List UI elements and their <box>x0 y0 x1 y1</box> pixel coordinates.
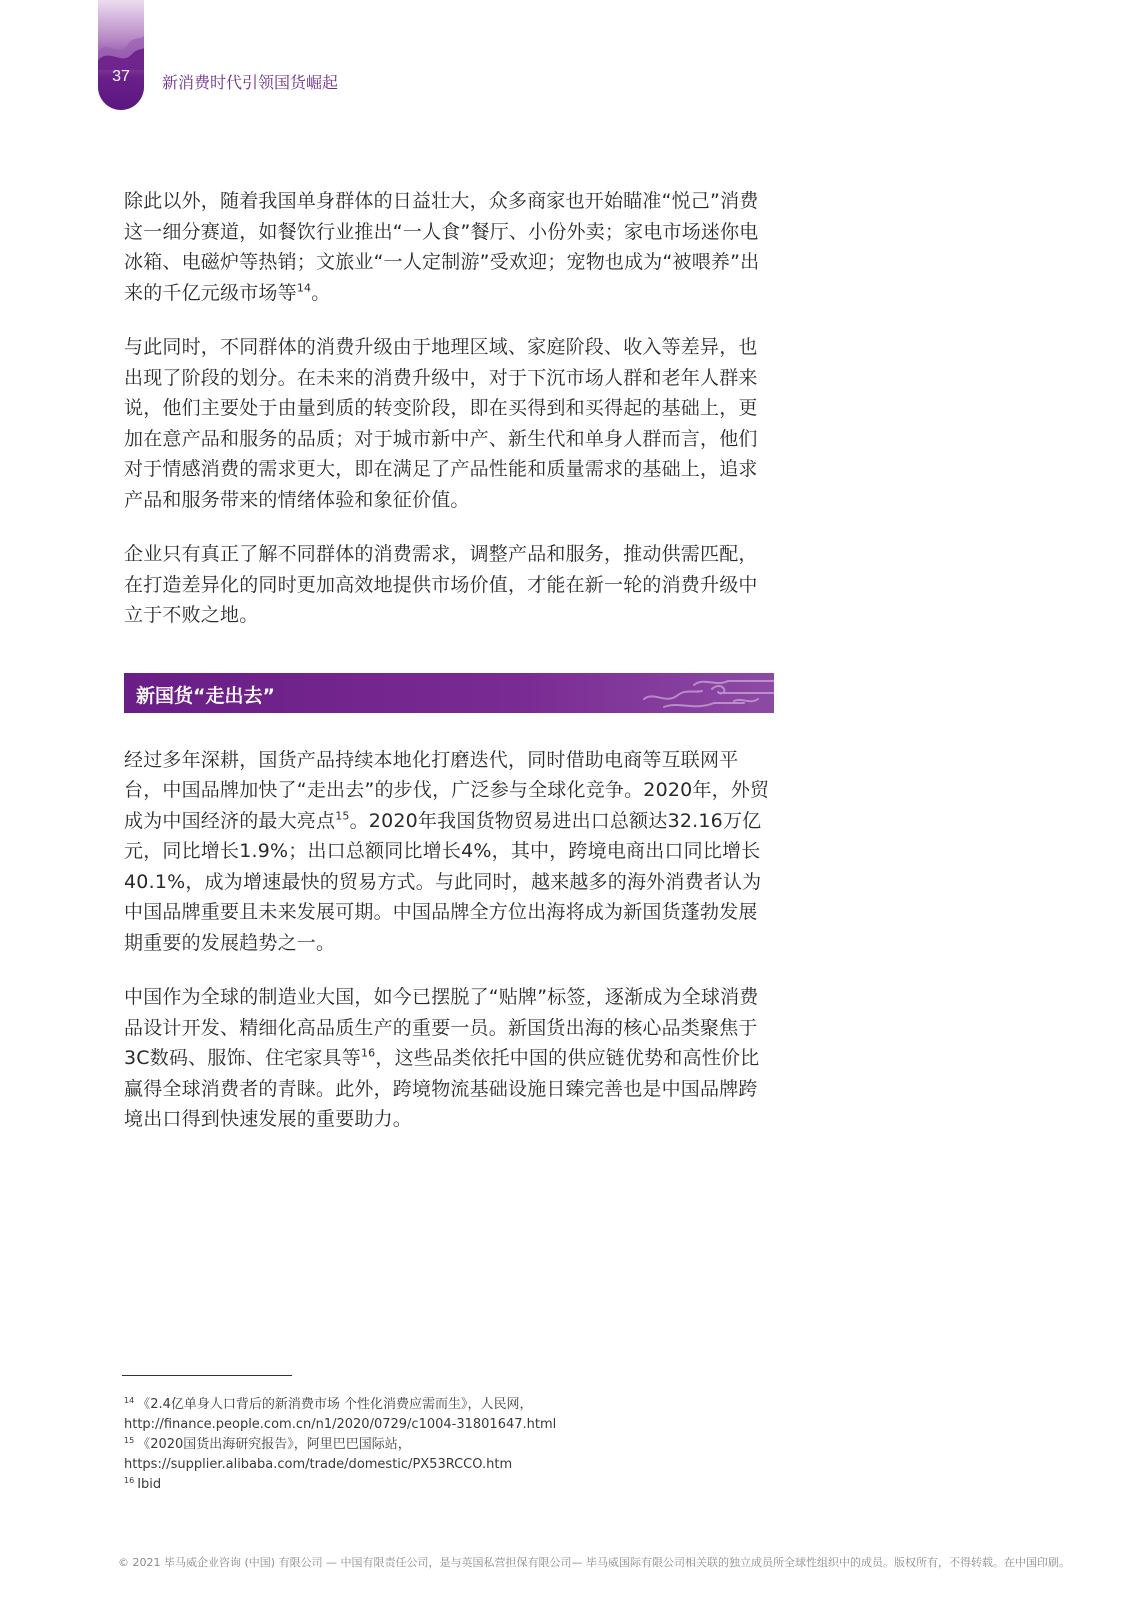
page-number: 37 <box>112 68 130 85</box>
body-paragraph-2: 与此同时，不同群体的消费升级由于地理区域、家庭阶段、收入等差异，也出现了阶段的划分。在未来的消费升级中，对于下沉市场人群和老年人群来说，他们主要处于由量到质的转变阶段，即在买得到和买得起的基础上，更加在意产品和服务的品质；对于城市新中产、新生代和单身人群而言，他们对于情感消费的需求更大，即在满足了产品性能和质量需求的基础上，追求产品和服务带来的情绪体验和象征价值。 <box>124 336 758 511</box>
body-paragraph-4: 经过多年深耕，国货产品持续本地化打磨迭代，同时借助电商等互联网平台，中国品牌加快了“走出去”的步伐，广泛参与全球化竞争。2020年，外贸成为中国经济的最大亮点$^{15}$。2020年我国货物贸易进出口总额达32.16万亿元，同比增长1.9%；出口总额同比增长4%，其中，跨境电商出口同比增长40.1%，成为增速最快的贸易方式。与此同时，越来越多的海外消费者认为中国品牌重要且未来发展可期。中国品牌全方位出海将成为新国货蓬勃发展期重要的发展趋势之一。 <box>124 748 770 954</box>
body-paragraph-1: 除此以外，随着我国单身群体的日益壮大，众多商家也开始瞄准“悦己”消费这一细分赛道，如餐饮行业推出“一人食”餐厅、小份外卖；家电市场迷你电冰箱、电磁炉等热销；文旅业“一人定制游”受欢迎；宠物也成为“被喂养”出来的千亿元级市场等$^{14}$。 <box>124 190 760 304</box>
footnote-14: $^{14}$ 《2.4亿单身人口背后的新消费市场 个性化消费应需而生》，人民网， <box>124 1395 533 1412</box>
footnote-ref-15[interactable]: 15 <box>335 809 350 823</box>
footnotes <box>124 1395 824 1495</box>
running-title: 新消费时代引领国货崛起 <box>162 73 339 92</box>
footnote-16: $^{16}$ Ibid <box>124 1475 162 1492</box>
footnote-ref-14[interactable]: 14 <box>296 281 312 295</box>
footnote-divider <box>122 1375 292 1376</box>
main-content <box>124 186 774 1159</box>
body-paragraph-3: 企业只有真正了解不同群体的消费需求，调整产品和服务，推动供需匹配，在打造差异化的同时更加高效地提供市场价值，才能在新一轮的消费升级中立于不败之地。 <box>124 543 758 626</box>
section-title: 新国货“走出去” <box>136 684 275 707</box>
cloud-pattern-icon <box>624 673 774 713</box>
footnote-ref-16[interactable]: 16 <box>360 1046 376 1060</box>
body-paragraph-5: 中国作为全球的制造业大国，如今已摆脱了“贴牌”标签，逐渐成为全球消费品设计开发、精细化高品质生产的重要一员。新国货出海的核心品类聚焦于3C数码、服饰、住宅家具等$^{16}$，这些品类依托中国的供应链优势和高性价比赢得全球消费者的青睐。此外，跨境物流基础设施日臻完善也是中国品牌跨境出口得到快速发展的重要助力。 <box>124 986 760 1130</box>
page-number-tab <box>98 0 144 110</box>
footnote-15: $^{15}$ 《2020国货出海研究报告》，阿里巴巴国际站， <box>124 1435 411 1452</box>
section-heading-bar <box>124 673 774 713</box>
footnote-14-url[interactable]: http://finance.people.com.cn/n1/2020/0729/c1004-31801647.html <box>124 1417 557 1432</box>
wave-decoration-icon <box>98 30 144 70</box>
footnote-15-url[interactable]: https://supplier.alibaba.com/trade/domestic/PX53RCCO.htm <box>124 1457 513 1472</box>
copyright-notice: © 2021 毕马威企业咨询 (中国) 有限公司 — 中国有限责任公司，是与英国私营担保有限公司— 毕马威国际有限公司相关联的独立成员所全球性组织中的成员。版权所有，不得转载。在中国印刷。 <box>118 1556 1071 1569</box>
